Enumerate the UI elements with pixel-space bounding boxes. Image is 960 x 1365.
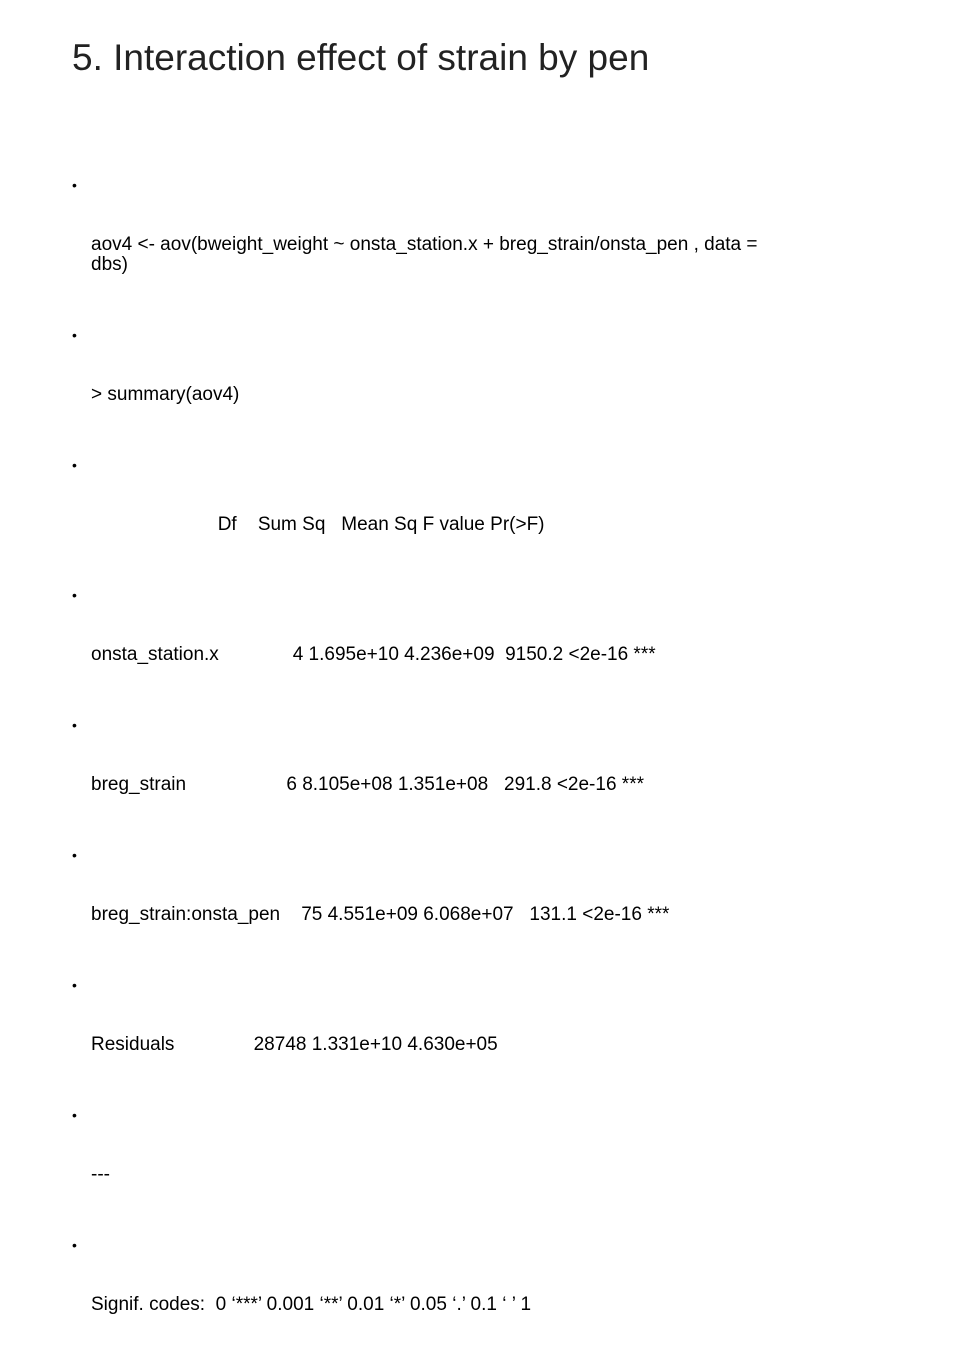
bullet-item <box>72 715 892 835</box>
bullet-text: aov4 <- aov(bweight_weight ~ onsta_station.x + breg_strain/onsta_pen , data = dbs) <box>91 234 758 275</box>
anova-header-row: Df Sum Sq Mean Sq F value Pr(>F) <box>91 514 545 535</box>
bullet-item <box>72 1235 892 1355</box>
anova-residuals-row: Residuals 28748 1.331e+10 4.630e+05 <box>91 1034 498 1055</box>
bullet-glyph: • <box>72 457 77 473</box>
bullet-item <box>72 175 892 315</box>
bullet-item <box>72 455 892 575</box>
anova-row: onsta_station.x 4 1.695e+10 4.236e+09 9150.2 <2e-16 *** <box>91 644 656 665</box>
bullet-item <box>72 845 892 965</box>
bullet-list <box>72 175 892 1365</box>
slide-title: 5. Interaction effect of strain by pen <box>72 37 650 78</box>
separator-text: --- <box>91 1164 110 1185</box>
bullet-item <box>72 1105 892 1225</box>
signif-codes-text: Signif. codes: 0 ‘***’ 0.001 ‘**’ 0.01 ‘*’ 0.05 ‘.’ 0.1 ‘ ’ 1 <box>91 1294 532 1315</box>
bullet-glyph: • <box>72 327 77 343</box>
bullet-glyph: • <box>72 1237 77 1253</box>
bullet-text: > summary(aov4) <box>91 384 240 405</box>
bullet-item <box>72 585 892 705</box>
anova-row: breg_strain:onsta_pen 75 4.551e+09 6.068e+07 131.1 <2e-16 *** <box>91 904 670 925</box>
bullet-glyph: • <box>72 587 77 603</box>
bullet-glyph: • <box>72 717 77 733</box>
bullet-glyph: • <box>72 977 77 993</box>
bullet-item <box>72 975 892 1095</box>
anova-row: breg_strain 6 8.105e+08 1.351e+08 291.8 <2e-16 *** <box>91 774 644 795</box>
bullet-item <box>72 325 892 445</box>
bullet-glyph: • <box>72 177 77 193</box>
bullet-glyph: • <box>72 1107 77 1123</box>
bullet-glyph: • <box>72 847 77 863</box>
